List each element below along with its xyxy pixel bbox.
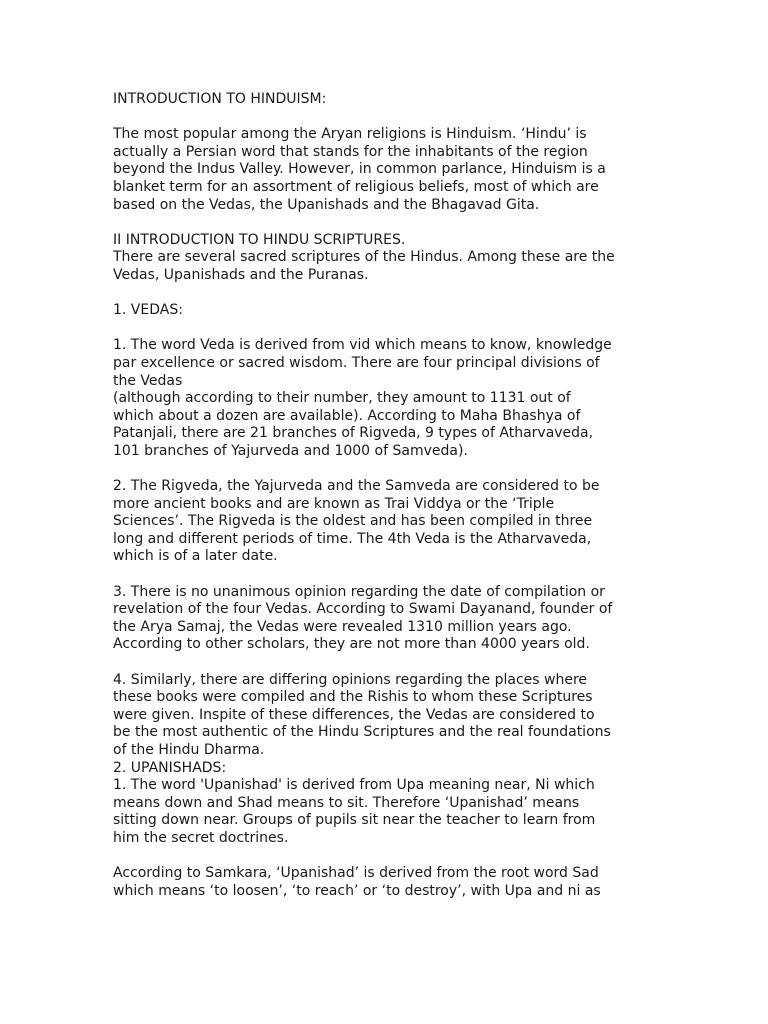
spacer: [113, 654, 658, 672]
upanishads-heading: 2. UPANISHADS:: [113, 759, 227, 776]
document-title: INTRODUCTION TO HINDUISM:: [113, 91, 327, 107]
vedas-paragraph-4: 4. Similarly, there are differing opinions regarding the places where these books were compiled and the Rishis to whom these Scriptures were given. Inspite of these differences, the Vedas are considered to be the most authentic of the Hindu Scriptures and the real foundations of the Hindu Dharma.: [113, 671, 611, 758]
spacer: [113, 285, 658, 303]
spacer: [113, 848, 658, 866]
upanishads-paragraph-1: 1. The word 'Upanishad' is derived from Upa meaning near, Ni which means down and Shad means to sit. Therefore ‘Upanishad’ means sitting down near. Groups of pupils sit near the teacher to learn from him the secret doctrines.: [113, 777, 596, 846]
spacer: [113, 109, 658, 127]
upanishads-paragraph-2: According to Samkara, ‘Upanishad’ is derived from the root word Sad which means ‘to loosen’, ‘to reach’ or ‘to destroy’, with Upa and ni as: [113, 865, 601, 899]
vedas-paragraph-2: 2. The Rigveda, the Yajurveda and the Samveda are considered to be more ancient books and are known as Trai Viddya or the ‘Triple Sciences’. The Rigveda is the oldest and has been compiled in three long and different periods of time. The 4th Veda is the Atharvaveda, which is of a later date.: [113, 478, 600, 565]
intro-paragraph: The most popular among the Aryan religions is Hinduism. ‘Hindu’ is actually a Persian word that stands for the inhabitants of the region beyond the Indus Valley. However, in common parlance, Hinduism is a blanket term for an assortment of religious beliefs, most of which are based on the Vedas, the Upanishads and the Bhagavad Gita.: [113, 126, 606, 213]
document-page: [113, 91, 658, 900]
spacer: [113, 320, 658, 338]
spacer: [113, 566, 658, 584]
vedas-paragraph-3: 3. There is no unanimous opinion regarding the date of compilation or revelation of the four Vedas. According to Swami Dayanand, founder of the Arya Samaj, the Vedas were revealed 1310 million years ago. According to other scholars, they are not more than 4000 years old.: [113, 583, 613, 653]
spacer: [113, 214, 658, 232]
scriptures-paragraph: There are several sacred scriptures of the Hindus. Among these are the Vedas, Upanishads and the Puranas.: [113, 249, 615, 283]
vedas-heading: 1. VEDAS:: [113, 302, 183, 319]
scriptures-heading: II INTRODUCTION TO HINDU SCRIPTURES.: [113, 231, 406, 248]
vedas-paragraph-1: 1. The word Veda is derived from vid which means to know, knowledge par excellence or sacred wisdom. There are four principal divisions of the Vedas (although according to their number, they amount to 1131 out of which about a dozen are available). According to Maha Bhashya of Patanjali, there are 21 branches of Rigveda, 9 types of Atharvaveda, 101 branches of Yajurveda and 1000 of Samveda).: [113, 337, 612, 459]
spacer: [113, 460, 658, 478]
